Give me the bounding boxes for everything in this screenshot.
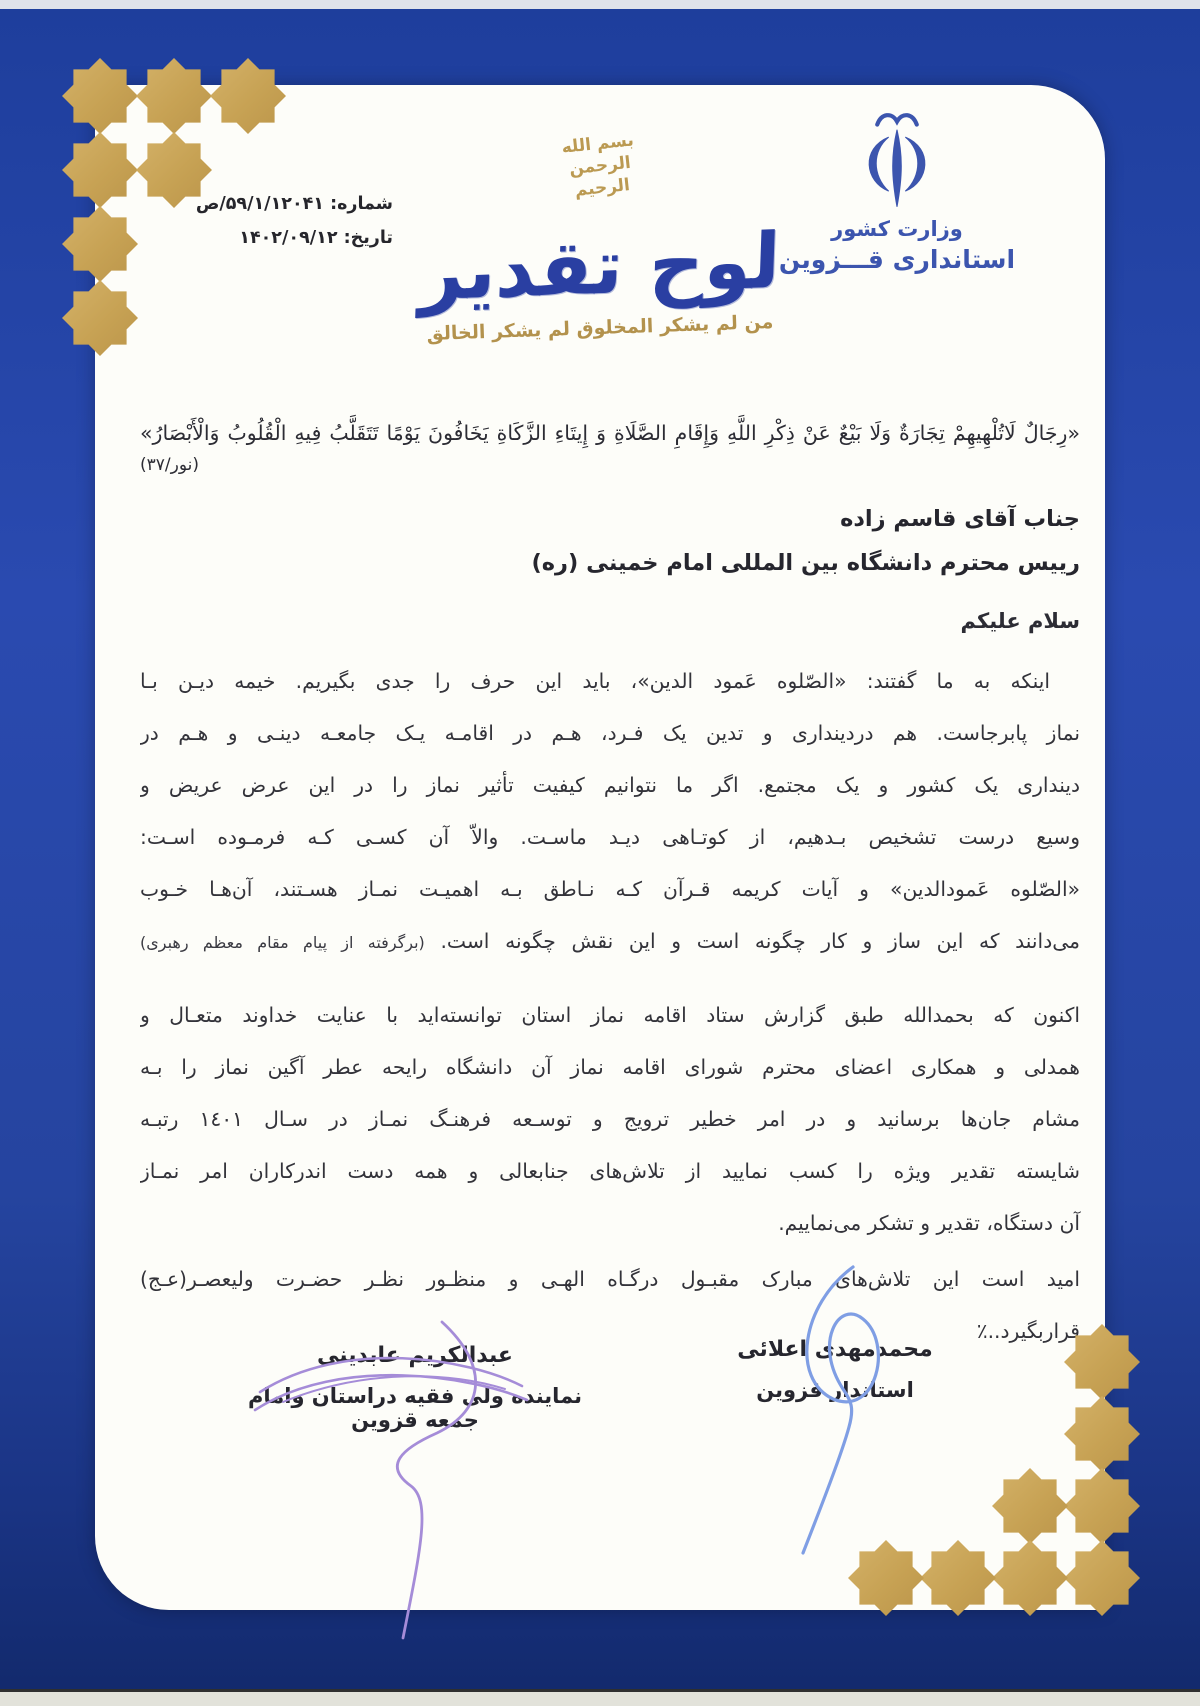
body-line: نماز پابرجاست. هم دردینداری و تدین یک فـرد، هـم در اقامـه یـک جامعـه دینـی و هـم در bbox=[140, 720, 1080, 745]
ministry-name: وزارت کشور bbox=[831, 217, 963, 241]
body-line: همدلی و همکاری اعضای محترم شورای اقامه نماز آن دانشگاه رایحه عطر آگین نماز را بـه bbox=[140, 1054, 1080, 1079]
body-line: قراربگیرد..٪ bbox=[976, 1318, 1080, 1343]
khatam-star-icon bbox=[1064, 1396, 1140, 1472]
certificate-page bbox=[95, 85, 1105, 1610]
iran-emblem-icon bbox=[845, 109, 949, 213]
paragraph-1 bbox=[140, 655, 1080, 967]
khatam-star-icon bbox=[1064, 1468, 1140, 1544]
date-value: ۱۴۰۲/۰۹/۱۲ bbox=[239, 228, 338, 248]
addressee-block bbox=[140, 497, 1080, 585]
signer-name: محمدمهدی اعلائی bbox=[737, 1337, 933, 1362]
body-line: شایسته تقدیر ویژه را کسب نمایید از تلاش‌های جنابعالی و همه دست اندرکاران امر نمـاز bbox=[140, 1158, 1080, 1183]
bismillah-text: بسم الله الرحمن الرحیم bbox=[560, 130, 635, 201]
khatam-star-icon bbox=[62, 58, 138, 134]
title-block bbox=[380, 107, 820, 345]
number-label: شماره: bbox=[330, 194, 393, 214]
paragraph-2 bbox=[140, 989, 1080, 1249]
body-line: اکنون که بحمدالله طبق گزارش ستاد اقامه نماز استان توانسته‌اید با عنایت خداوند متعـال و bbox=[140, 1002, 1080, 1027]
body-line bbox=[140, 915, 1080, 967]
body-line: وسیع درست تشخیص بـدهیم، از کوتـاهی دیـد ماسـت. والاّ آن کسـی کـه فرمـوده اسـت: bbox=[140, 824, 1080, 849]
signer-name: عبدالکریم عابدینی bbox=[317, 1343, 513, 1368]
letter-body bbox=[140, 417, 1080, 1357]
khatam-star-icon bbox=[920, 1540, 996, 1616]
khatam-star-icon bbox=[848, 1540, 924, 1616]
date-label: تاریخ: bbox=[343, 228, 393, 248]
body-line: امید است این تلاش‌های مبارک مقبـول درگـاه الهـی و منظـور نظـر حضـرت ولیعصـر(عـج) bbox=[140, 1266, 1080, 1291]
khatam-star-icon bbox=[1064, 1324, 1140, 1400]
verse-reference: (نور/۳۷) bbox=[140, 454, 199, 475]
signer-title: نماینده ولی فقیه دراستان وامام جمعه قزوین bbox=[247, 1384, 583, 1432]
signature-block-governor bbox=[685, 1337, 985, 1402]
quran-verse: «رِجَالٌ لَاتُلْهِيهِمْ تِجَارَةٌ وَلَا بَيْعٌ عَنْ ذِكْرِ اللَّهِ وَإِقَامِ الصَّلَاةِ وَ إِيتَاءِ الزَّكَاةِ يَخَافُونَ يَوْمًا تَتَقَلَّبُ فِيهِ الْقُلُوبُ وَالْأَبْصَارُ» bbox=[140, 421, 1080, 445]
body-line: دینداری یک کشور و یک مجتمع. اگر ما نتوانیم کیفیت تأثیر نماز را در این عرض عریض و bbox=[140, 772, 1080, 797]
body-line: «الصّلوه عَمودالدین» و آیات کریمه قـرآن کـه نـاطق بـه اهمیـت نمـاز هسـتند، آن‌هـا خـوب bbox=[140, 876, 1080, 901]
signature-block-imam bbox=[245, 1343, 585, 1432]
body-line: مشام جان‌ها برسانید و در امر خطیر ترویج و توسـعه فرهنـگ نمـاز در سـال ۱٤۰۱ رتبـه bbox=[140, 1106, 1080, 1131]
hadith-line: من لم یشکر المخلوق لم یشکر الخالق bbox=[426, 310, 774, 345]
signer-title: استاندار قزوین bbox=[756, 1378, 914, 1402]
body-line: اینکه به ما گفتند: «الصّلوه عَمود الدین»، باید این حرف را جدی بگیریم. خیمه دیـن بـا bbox=[140, 668, 1050, 693]
khatam-star-icon bbox=[1064, 1540, 1140, 1616]
body-line: آن دستگاه، تقدیر و تشکر می‌نماییم. bbox=[778, 1210, 1080, 1235]
scan-edge-bottom bbox=[0, 1689, 1200, 1706]
certificate-title: لوح تقدیر bbox=[418, 215, 782, 318]
number-value: ۵۹/۱/۱۲۰۴۱/ص bbox=[195, 194, 324, 214]
addressee-title: رییس محترم دانشگاه بین المللی امام خمینی (ره) bbox=[531, 549, 1080, 576]
source-note: (برگرفته از پیام مقام معظم رهبری) bbox=[140, 932, 425, 952]
khatam-star-icon bbox=[992, 1540, 1068, 1616]
addressee-name: جناب آقای قاسم زاده bbox=[840, 505, 1080, 532]
khatam-star-icon bbox=[992, 1468, 1068, 1544]
governorate-name: استانداری قـــزوین bbox=[778, 245, 1016, 274]
salutation: سلام علیکم bbox=[960, 608, 1080, 633]
scan-edge-top bbox=[0, 0, 1200, 9]
body-line-text: می‌دانند که این ساز و کار چگونه است و این نقش چگونه است. bbox=[440, 928, 1080, 953]
letter-date bbox=[143, 221, 393, 255]
bismillah-medallion bbox=[535, 101, 665, 231]
